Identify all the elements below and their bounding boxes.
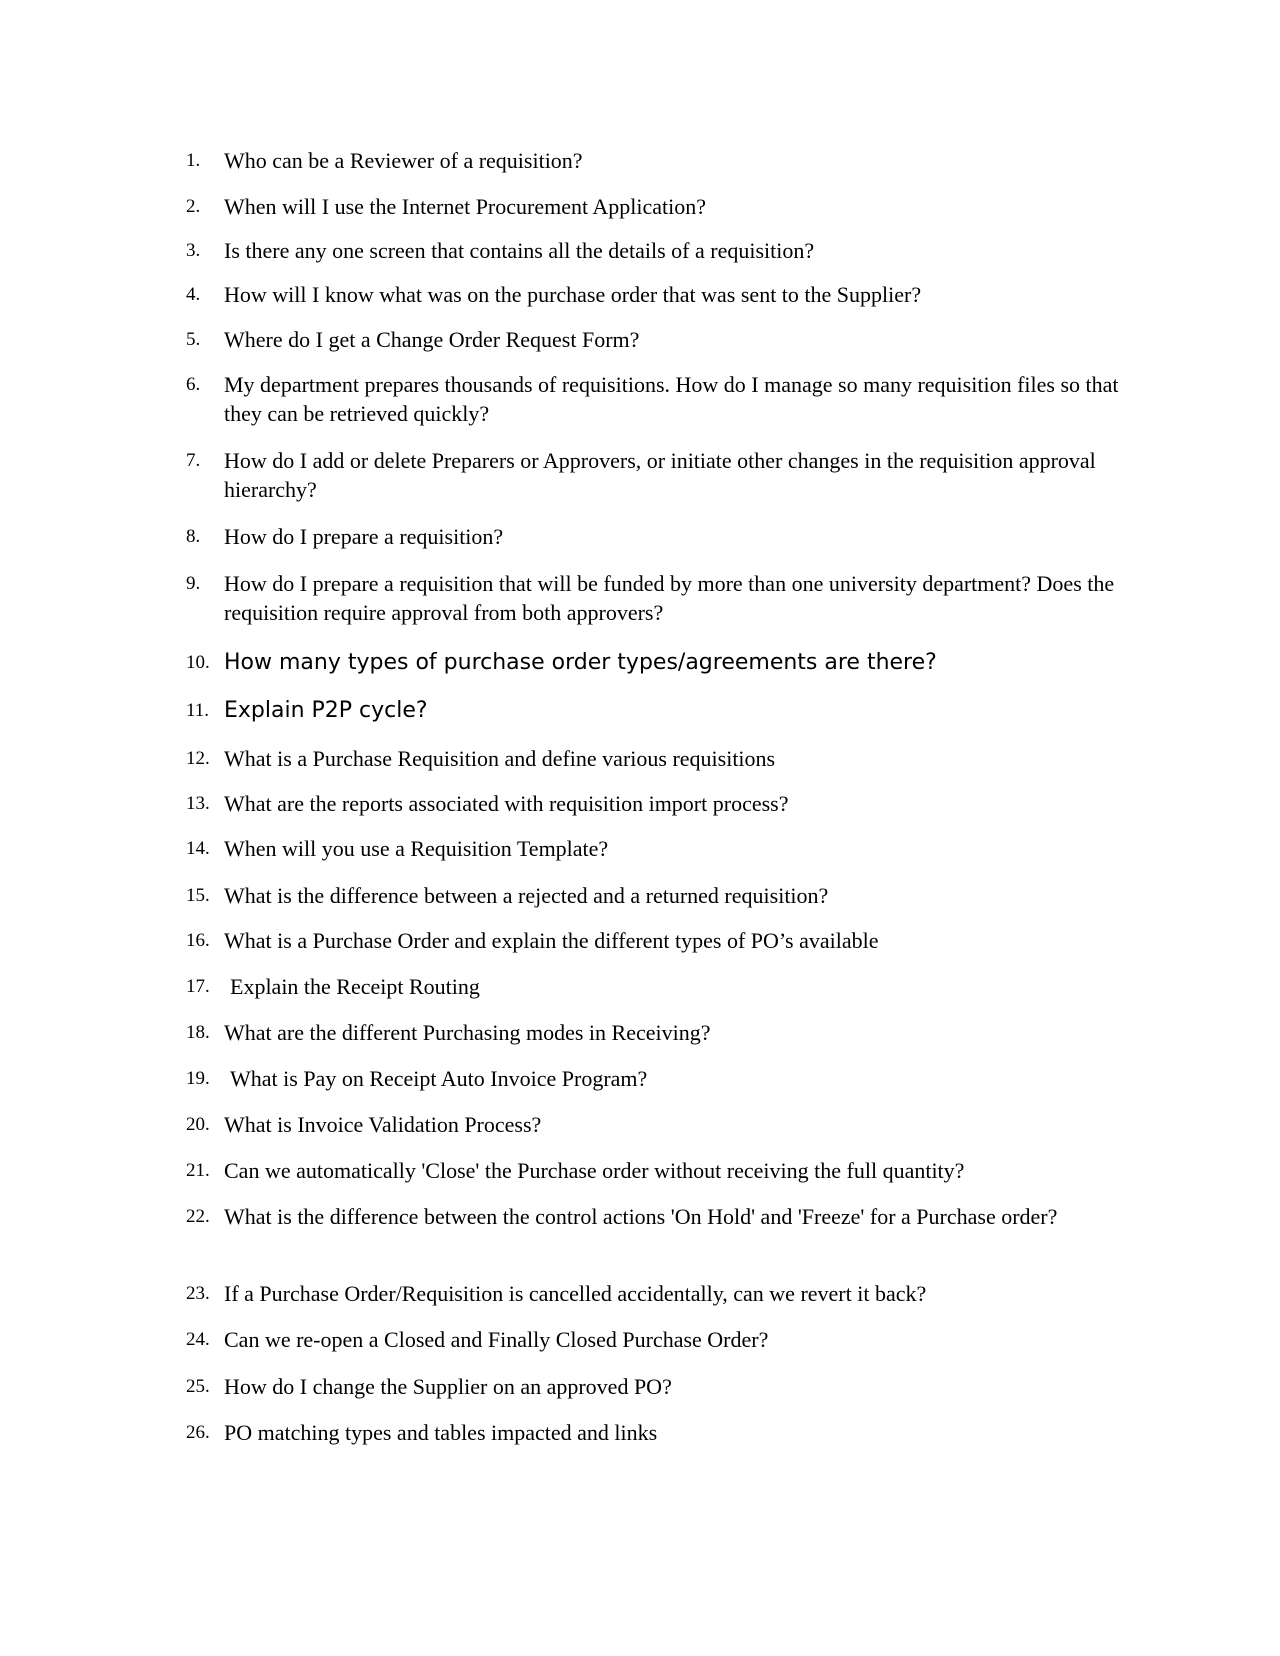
list-item [186, 280, 1126, 309]
list-item [186, 744, 1126, 773]
list-item [186, 789, 1126, 818]
list-item [186, 972, 1126, 1001]
list-item [186, 1279, 1126, 1308]
item-text: How do I add or delete Preparers or Approvers, or initiate other changes in the requisition approval hierarchy? [224, 448, 1096, 502]
list-item [186, 370, 1126, 428]
item-text: Can we re-open a Closed and Finally Closed Purchase Order? [224, 1327, 769, 1352]
item-number: 19. [186, 1068, 210, 1089]
item-text: What is the difference between the control actions 'On Hold' and 'Freeze' for a Purchase order? [224, 1204, 1058, 1229]
list-item [186, 696, 1126, 725]
list-item [186, 192, 1126, 221]
item-number: 10. [186, 652, 210, 673]
item-text: Explain the Receipt Routing [230, 974, 480, 999]
list-item [186, 648, 1126, 677]
item-number: 9. [186, 573, 201, 594]
item-number: 14. [186, 838, 210, 859]
item-text: Explain P2P cycle? [224, 698, 428, 723]
item-number: 25. [186, 1376, 210, 1397]
item-number: 26. [186, 1422, 210, 1443]
item-text: What are the reports associated with requisition import process? [224, 791, 789, 816]
item-text: Can we automatically 'Close' the Purchase order without receiving the full quantity? [224, 1158, 965, 1183]
list-item [186, 446, 1126, 504]
item-number: 1. [186, 150, 201, 171]
item-number: 7. [186, 450, 201, 471]
item-number: 3. [186, 240, 201, 261]
item-number: 5. [186, 329, 201, 350]
item-number: 15. [186, 885, 210, 906]
list-item [186, 1418, 1126, 1447]
item-text: What are the different Purchasing modes in Receiving? [224, 1020, 711, 1045]
item-number: 21. [186, 1160, 210, 1181]
item-text: What is Pay on Receipt Auto Invoice Program? [230, 1066, 648, 1091]
item-text: Who can be a Reviewer of a requisition? [224, 148, 583, 173]
list-item [186, 881, 1126, 910]
item-text: How many types of purchase order types/agreements are there? [224, 650, 937, 675]
item-text: How do I prepare a requisition? [224, 524, 504, 549]
item-text: What is a Purchase Order and explain the different types of PO’s available [224, 928, 879, 953]
list-item [186, 1064, 1126, 1093]
list-item [186, 1325, 1126, 1354]
item-text: My department prepares thousands of requisitions. How do I manage so many requisition files so that they can be retrieved quickly? [224, 372, 1119, 426]
item-text: Is there any one screen that contains all the details of a requisition? [224, 238, 815, 263]
item-text: If a Purchase Order/Requisition is cancelled accidentally, can we revert it back? [224, 1281, 927, 1306]
item-number: 6. [186, 374, 201, 395]
list-item [186, 1156, 1126, 1185]
item-text: How do I change the Supplier on an approved PO? [224, 1374, 672, 1399]
item-number: 24. [186, 1329, 210, 1350]
list-item [186, 834, 1126, 863]
item-text: How do I prepare a requisition that will be funded by more than one university department? Does the requisition require approval from both approvers? [224, 571, 1115, 625]
item-text: When will I use the Internet Procurement Application? [224, 194, 707, 219]
list-item [186, 236, 1126, 265]
item-number: 16. [186, 930, 210, 951]
item-text: How will I know what was on the purchase order that was sent to the Supplier? [224, 282, 922, 307]
list-item [186, 926, 1126, 955]
item-number: 8. [186, 526, 201, 547]
item-text: What is a Purchase Requisition and define various requisitions [224, 746, 776, 771]
item-number: 17. [186, 976, 210, 997]
list-item [186, 1018, 1126, 1047]
item-number: 4. [186, 284, 201, 305]
item-number: 2. [186, 196, 201, 217]
item-number: 18. [186, 1022, 210, 1043]
list-item [186, 1202, 1126, 1231]
item-text: When will you use a Requisition Template? [224, 836, 609, 861]
list-item [186, 1110, 1126, 1139]
list-item [186, 569, 1126, 627]
list-item [186, 522, 1126, 551]
list-item [186, 325, 1126, 354]
item-text: What is the difference between a rejected and a returned requisition? [224, 883, 829, 908]
item-number: 22. [186, 1206, 210, 1227]
item-text: PO matching types and tables impacted and links [224, 1420, 658, 1445]
item-number: 11. [186, 700, 210, 721]
item-text: Where do I get a Change Order Request Form? [224, 327, 640, 352]
list-item [186, 146, 1126, 175]
item-number: 12. [186, 748, 210, 769]
item-text: What is Invoice Validation Process? [224, 1112, 542, 1137]
list-item [186, 1372, 1126, 1401]
item-number: 13. [186, 793, 210, 814]
item-number: 20. [186, 1114, 210, 1135]
item-number: 23. [186, 1283, 210, 1304]
